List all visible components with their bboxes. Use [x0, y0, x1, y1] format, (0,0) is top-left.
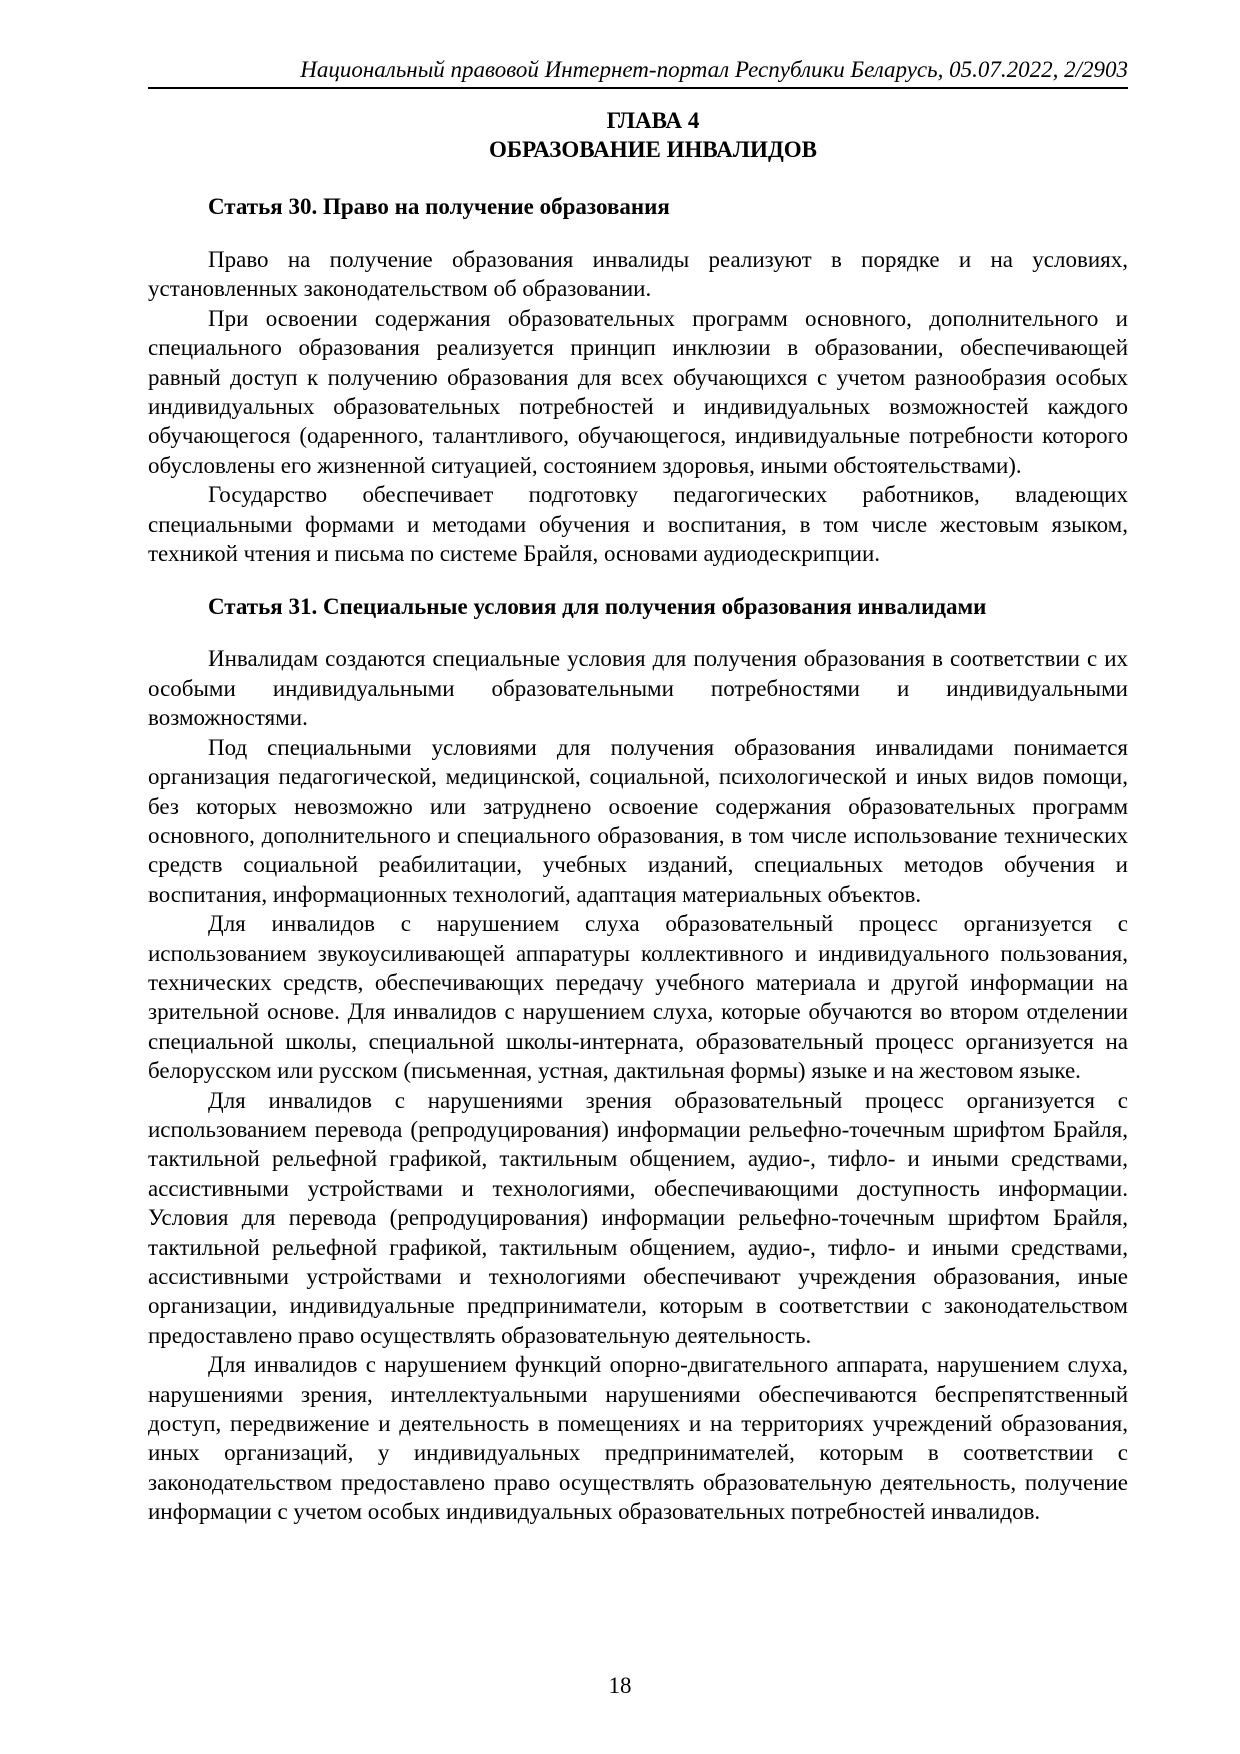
page-number: 18 — [608, 1673, 632, 1698]
article-30-paragraph-2: При освоении содержания образовательных программ основного, дополнительного и специального образования реализуется принцип инклюзии в образовании, обеспечивающей равный доступ к получению образования для всех обучающихся с учетом разнообразия особых индивидуальных образовательных потребностей и индивидуальных возможностей каждого обучающегося (одаренного, талантливого, обучающегося, индивидуальные потребности которого обусловлены его жизненной ситуацией, состоянием здоровья, иными обстоятельствами). — [148, 305, 1128, 478]
page-header: Национальный правовой Интернет-портал Республики Беларусь, 05.07.2022, 2/2903 — [148, 56, 1128, 89]
article-31-paragraph-3: Для инвалидов с нарушением слуха образовательный процесс организуется с использованием звукоусиливающей аппаратуры коллективного и индивидуального пользования, технических средств, обеспечивающих передачу учебного материала и другой информации на зрительной основе. Для инвалидов с нарушением слуха, которые обучаются во втором отделении специальной школы, специальной школы-интерната, образовательный процесс организуется на белорусском или русском (письменная, устная, дактильная формы) языке и на жестовом языке. — [148, 911, 1128, 1084]
article-30-paragraph-3: Государство обеспечивает подготовку педагогических работников, владеющих специальными формами и методами обучения и воспитания, в том числе жестовым языком, техникой чтения и письма по системе Брайля, основами аудиодескрипции. — [148, 482, 1128, 567]
chapter-title: ОБРАЗОВАНИЕ ИНВАЛИДОВ — [488, 137, 817, 162]
article-31-paragraph-5: Для инвалидов с нарушением функций опорно-двигательного аппарата, нарушением слуха, нарушениями зрения, интеллектуальными нарушениями обеспечиваются беспрепятственный доступ, передвижение и деятельность в помещениях и на территориях учреждений образования, иных организаций, у индивидуальных предпринимателей, которым в соответствии с законодательством предоставлено право осуществлять образовательную деятельность, получение информации с учетом особых индивидуальных образовательных потребностей инвалидов. — [148, 1352, 1128, 1525]
article-30-title: Статья 30. Право на получение образования — [208, 194, 670, 219]
article-31-paragraph-2: Под специальными условиями для получения образования инвалидами понимается организация педагогической, медицинской, социальной, психологической и иных видов помощи, без которых невозможно или затруднено освоение содержания образовательных программ основного, дополнительного и специального образования, в том числе использование технических средств социальной реабилитации, учебных изданий, специальных методов обучения и воспитания, информационных технологий, адаптация материальных объектов. — [148, 734, 1128, 907]
article-31-paragraph-4: Для инвалидов с нарушениями зрения образовательный процесс организуется с использованием перевода (репродуцирования) информации рельефно-точечным шрифтом Брайля, тактильной рельефной графикой, тактильным общением, аудио-, тифло- и иными средствами, ассистивными устройствами и технологиями, обеспечивающими доступность информации. Условия для перевода (репродуцирования) информации рельефно-точечным шрифтом Брайля, тактильной рельефной графикой, тактильным общением, аудио-, тифло- и иными средствами, ассистивными устройствами и технологиями обеспечивают учреждения образования, иные организации, индивидуальные предприниматели, которым в соответствии с законодательством предоставлено право осуществлять образовательную деятельность. — [148, 1087, 1128, 1348]
chapter-number: ГЛАВА 4 — [606, 108, 700, 133]
article-31-paragraph-1: Инвалидам создаются специальные условия для получения образования в соответствии с их особыми индивидуальными образовательными потребностями и индивидуальными возможностями. — [148, 646, 1128, 731]
article-30-paragraph-1: Право на получение образования инвалиды реализуют в порядке и на условиях, установленных законодательством об образовании. — [148, 247, 1128, 302]
article-31-title: Статья 31. Специальные условия для получения образования инвалидами — [208, 594, 987, 620]
document-body — [148, 106, 1128, 1527]
